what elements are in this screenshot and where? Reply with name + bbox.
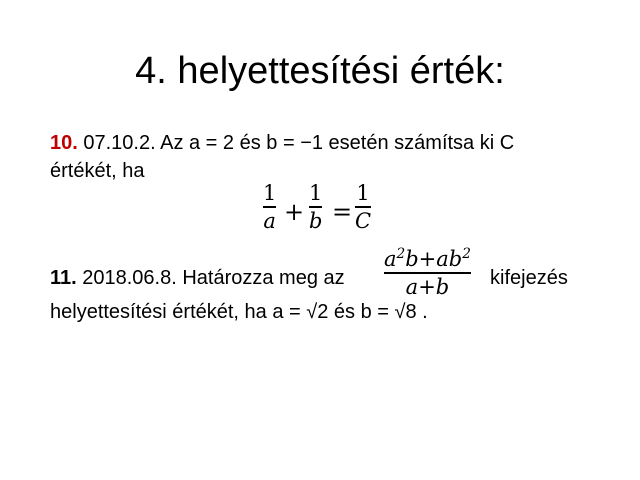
denominator: a [263,208,276,233]
numerator-middle: b+ab [405,247,463,271]
task-10-line-2 [50,159,145,183]
denominator: a+b [405,274,450,299]
numerator [384,246,471,272]
slide-title: 4. helyettesítési érték: [135,50,505,92]
fraction-one-over-a [263,180,276,234]
numerator: 1 [356,181,370,205]
numerator: 1 [309,181,323,205]
task-11-line-2 [50,300,428,324]
plus-sign: + [284,198,305,226]
task-10-number: 10. [50,132,78,154]
task-10-text-2: értékét, ha [50,160,145,182]
task-10-text: 07.10.2. Az a = 2 és b = −1 esetén számítsa ki C [77,132,515,154]
fraction-one-over-b [309,180,322,234]
task-11-text: 2018.06.8. Határozza meg az [76,267,345,289]
numerator-exponent-2: 2 [462,245,471,262]
denominator: b [309,208,323,233]
task-11-line-1-suffix [490,266,568,290]
denominator: C [355,208,372,233]
task-11-line-1 [50,266,345,290]
numerator-exponent-1: 2 [396,245,406,262]
task-11-fraction [384,246,471,300]
equals-sign: = [332,198,353,226]
numerator-a: a [384,247,397,271]
task-11-text-2: helyettesítési értékét, ha a = √2 és b = √8 . [50,301,428,323]
task-10-line-1 [50,131,514,155]
numerator: 1 [263,181,277,205]
task-11-text-suffix: kifejezés [490,267,568,289]
fraction-one-over-c [355,180,371,234]
task-11-number: 11. [50,267,77,289]
